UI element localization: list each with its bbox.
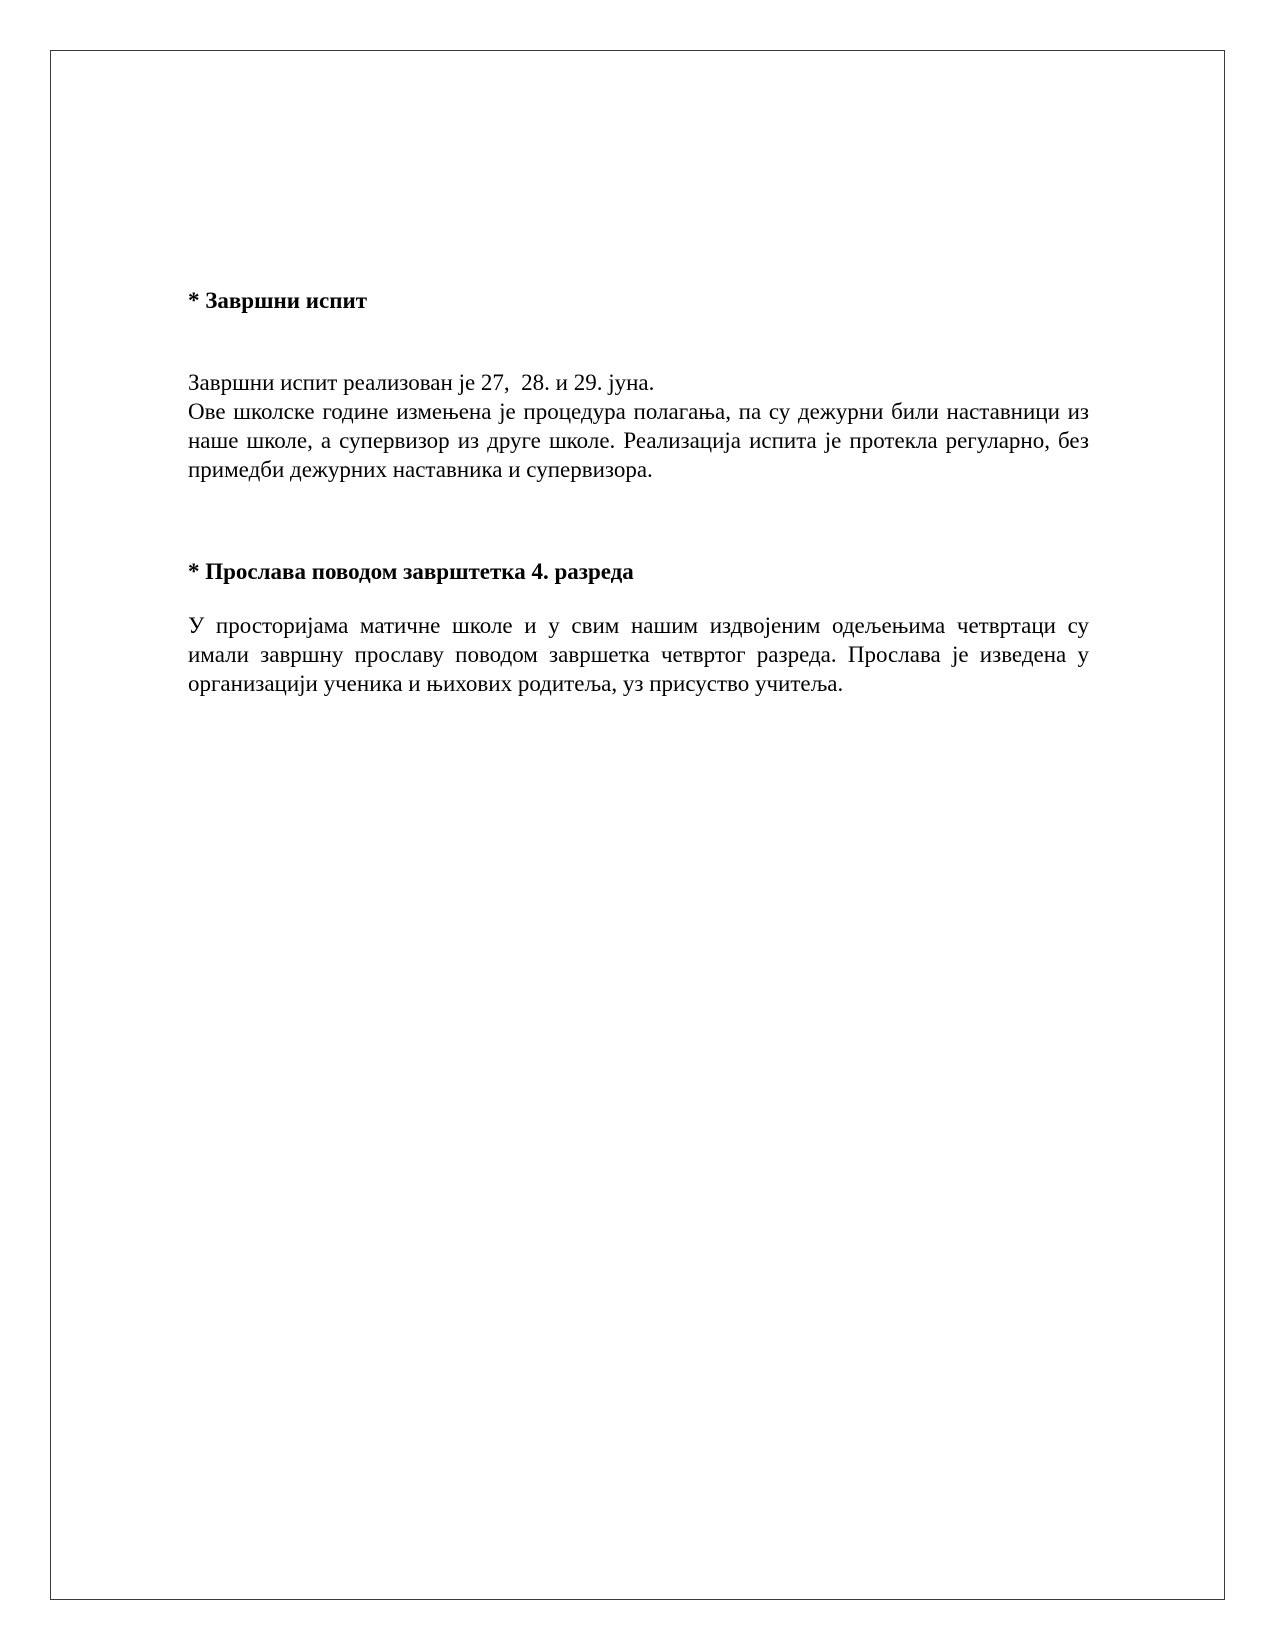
document-content [188, 285, 1089, 698]
section-heading-celebration: * Прослава поводом заврштетка 4. разреда [188, 559, 634, 584]
section-final-exam [188, 285, 1089, 484]
exam-procedure-paragraph: Ове школске године измењена је процедура полагања, па су дежурни били наставници из наше школе, а супервизор из друге школе. Реализација испита је протекла регуларно, без примедби дежурних наставника и супервизора. [188, 399, 1089, 482]
section-heading-final-exam: * Завршни испит [188, 288, 368, 313]
celebration-paragraph: У просторијама матичне школе и у свим нашим издвојеним одељењима четвртаци су имали завршну прославу поводом завршетка четвртог разреда. Прослава је изведена у организацији ученика и њихових родитеља, уз присуство учитеља. [188, 613, 1089, 696]
exam-dates-line: Завршни испит реализован је 27, 28. и 29. јуна. [188, 370, 655, 395]
section-graduation-celebration [188, 556, 1089, 698]
page-border [50, 50, 1225, 1600]
